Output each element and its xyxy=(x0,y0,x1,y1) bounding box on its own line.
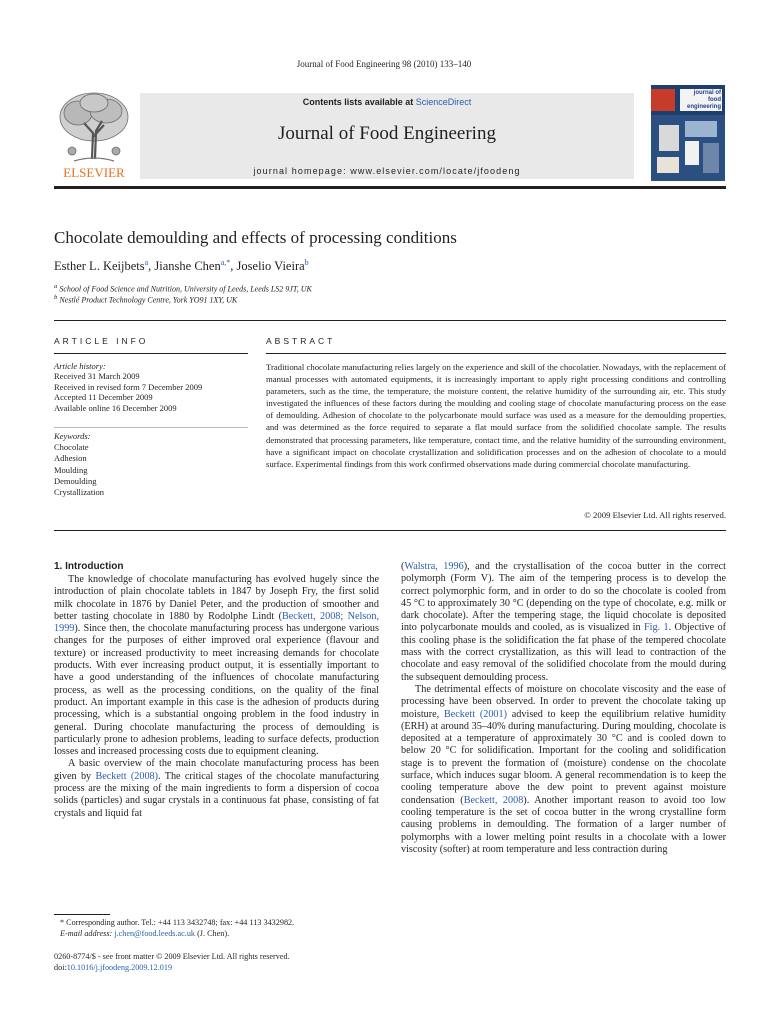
keyword: Demoulding xyxy=(54,475,97,486)
front-matter-line: 0260-8774/$ - see front matter © 2009 Elsevier Ltd. All rights reserved. xyxy=(54,952,290,961)
body-text: . Objective of this cooling phase is the solidification the fat phase of the tempered chocolate mass with the correct crystallization, as this will lead to contraction of the chocolate and easy removal of the solidified chocolate from the mould during the subsequent demoulding process. xyxy=(401,622,726,683)
corresponding-author-note: * Corresponding author. Tel.: +44 113 3432748; fax: +44 113 3432982. xyxy=(60,918,295,927)
keyword: Adhesion xyxy=(54,453,87,464)
publisher-name: ELSEVIER xyxy=(63,165,125,179)
cover-art-icon xyxy=(651,85,725,181)
keywords xyxy=(54,431,248,498)
author-name: Joselio Vieira xyxy=(236,259,305,274)
body-text: ), and the crystallisation of the cocoa butter in the correct polymorph (Form V). The aim of the tempering process is to develop the correct polymorphic form, and in order to do so the chocolate is cooled from 45 °C to approximately 30 °C (depending on the type of chocolate, e.g. milk or dark chocolate). After the tempering stage, the liquid chocolate is deposited into polycarbonate moulds and cooled, as is visualized in xyxy=(401,561,726,634)
history-item: Received in revised form 7 December 2009 xyxy=(54,381,203,392)
body-paragraph xyxy=(54,758,379,819)
contents-line xyxy=(140,97,634,107)
keyword: Crystallization xyxy=(54,487,105,498)
body-text: ( xyxy=(401,561,405,572)
body-text: A basic overview of the main chocolate manufacturing process has been given by xyxy=(54,758,379,782)
journal-homepage[interactable]: journal homepage: www.elsevier.com/locate/jfoodeng xyxy=(253,166,521,176)
abstract-copyright: © 2009 Elsevier Ltd. All rights reserved. xyxy=(584,510,726,520)
body-text: The knowledge of chocolate manufacturing has evolved hugely since the introduction of plain chocolate tablets in 1847 by Joseph Fry, the first solid milk chocolate in 1876 by Daniel Peter, and the production of smoother and better tasting chocolate in 1880 by Rodolphe Lindt ( xyxy=(54,574,379,622)
history-label: Article history: xyxy=(54,361,106,371)
body-text: ). Since then, the chocolate manufacturing process has undergone various changes for the purposes of either improved oral experience (flavour and texture) or increased productivity to meet increasing demands for chocolate products. With ever increasing product output, it is essentially important to have a good understanding of the influences of chocolate manufacturing process, as well as the processing conditions, on the quality of the final product. An important example in this case is the adhesion of products during processing, which is a substantial ongoing problem in the food industry in general. During chocolate manufacturing the process of demoulding is particularly prone to adhesion problems, leading to surface defects, production losses and increased processing costs due to equipment cleaning. xyxy=(54,623,379,758)
email-note: E-mail address: j.chen@food.leeds.ac.uk (J. Chen). xyxy=(60,928,230,938)
journal-title: Journal of Food Engineering xyxy=(278,123,496,144)
contents-prefix: Contents lists available at xyxy=(302,97,414,107)
body-text: ). Another important reason to avoid too low cooling temperature is the set of cocoa butter in the wrong crystalline form causing problems in demoulding. The formation of a larger number of polymorphs with a lower melting point results in a chocolate with a lower viscosity (softer) at room temperature and less contraction during xyxy=(401,794,726,855)
sciencedirect-link[interactable]: ScienceDirect xyxy=(415,97,472,107)
divider xyxy=(266,353,726,354)
author-email-link[interactable]: j.chen@food.leeds.ac.uk xyxy=(114,928,196,938)
footnote-rule xyxy=(54,914,110,915)
article-info-heading: ARTICLE INFO xyxy=(54,336,149,346)
author-affiliation-mark[interactable]: b xyxy=(304,258,309,267)
divider xyxy=(54,427,248,428)
body-paragraph xyxy=(401,561,726,684)
tree-icon xyxy=(54,87,134,179)
affiliation: $^a$ School of Food Science and Nutrition, University of Leeds, Leeds LS2 9JT, UK xyxy=(54,283,312,294)
abstract-text: Traditional chocolate manufacturing relies largely on the experience and skill of the chocolatier. Nowadays, with the replacement of manual processes with automated equipments, it is increasingly important to apply right processing conditions and controlling parameters, such as the time, the temperature, the moisture content, the relative humidity of the surrounding air, etc. This study investigated the influences of these factors during the moulding and cooling stage of chocolate manufacturing process on the ease of demoulding. Adhesion of chocolate to the polycarbonate mould surface was used as a measure for the demoulding properties, and was determined as the force required to separate a flat mould surface from the solidified chocolate sample. The results demonstrated that processing parameters, like temperature, contact time, and the relative humidity of the surrounding environment, have a significant impact on chocolate crystallization and solidification processes and on the adhesion of chocolate to a mould surface. Experimental findings from this work confirmed observations made during commercial chocolate manufacturing. xyxy=(266,362,726,469)
doi-line: doi:10.1016/j.jfoodeng.2009.12.019 xyxy=(54,963,173,972)
keyword: Moulding xyxy=(54,464,88,475)
citation-link[interactable]: Walstra, 1996 xyxy=(404,561,464,572)
elsevier-logo xyxy=(54,87,134,179)
doi-link[interactable]: 10.1016/j.jfoodeng.2009.12.019 xyxy=(66,963,173,972)
body-paragraph xyxy=(401,684,726,856)
body-text: . The critical stages of the chocolate manufacturing process are the mixing of the main ingredients to form a dispersion of cocoa solids (particles) and sugar crystals in a continuous fat phase, consisting of fat crystals and liquid fat xyxy=(54,770,379,819)
citation-link[interactable]: Fig. 1 xyxy=(643,622,669,634)
author-affiliation-mark[interactable]: a xyxy=(144,258,149,267)
journal-cover-thumbnail xyxy=(651,85,725,181)
citation-link[interactable]: Beckett (2001) xyxy=(443,708,508,720)
body-text: The detrimental effects of moisture on chocolate viscosity and the ease of processing have been observed. In order to prevent the chocolate taking up moisture, xyxy=(401,683,726,720)
journal-citation: Journal of Food Engineering 98 (2010) 133–140 xyxy=(296,59,472,69)
history-item: Available online 16 December 2009 xyxy=(54,402,177,413)
affiliation: $^b$ Nestlé Product Technology Centre, York YO91 1XY, UK xyxy=(54,294,238,305)
article-title: Chocolate demoulding and effects of processing conditions xyxy=(54,228,457,247)
body-column-right xyxy=(401,561,726,856)
author-list: Esther L. Keijbets$^a$, Jianshe Chen$^{a,*}$, Joselio Vieira$^b$ xyxy=(54,258,309,274)
keywords-label: Keywords: xyxy=(54,431,91,441)
citation-link[interactable]: Beckett (2008) xyxy=(95,770,159,782)
journal-banner xyxy=(140,93,634,179)
author-name: Jianshe Chen xyxy=(154,259,221,274)
history-item: Received 31 March 2009 xyxy=(54,371,140,382)
journal-masthead xyxy=(54,85,726,181)
keyword: Chocolate xyxy=(54,442,89,453)
masthead-rule xyxy=(54,186,726,189)
divider xyxy=(54,353,248,354)
footnote xyxy=(54,918,379,939)
body-text: advised to keep the equilibrium relative humidity (ERH) at around 35–40% during manufacturing. During moulding, chocolate is deposited at a temperature of approximately 30 °C and is cooled down to below 20 °C for solidification. Important for the cooling and solidification stage is to prevent the formation of (moisture) condense on the chocolate surface, which induces sugar bloom. A general recommendation is to keep the cooling temperature above the dew point to prevent against moisture condensation ( xyxy=(401,708,726,806)
body-column-left xyxy=(54,574,379,820)
article-history xyxy=(54,361,248,413)
cover-title: journal of food engineering xyxy=(686,90,721,110)
author-affiliation-mark[interactable]: a,* xyxy=(220,258,231,267)
citation-link[interactable]: Beckett, 2008; Nelson, 1999 xyxy=(54,610,379,635)
citation-link[interactable]: Beckett, 2008 xyxy=(463,794,524,806)
divider xyxy=(54,530,726,531)
imprint xyxy=(54,951,290,973)
author-name: Esther L. Keijbets xyxy=(54,259,145,274)
abstract-heading: ABSTRACT xyxy=(266,336,336,346)
divider xyxy=(54,320,726,321)
history-item: Accepted 11 December 2009 xyxy=(54,392,153,403)
body-paragraph xyxy=(54,574,379,758)
section-heading: 1. Introduction xyxy=(54,561,124,572)
